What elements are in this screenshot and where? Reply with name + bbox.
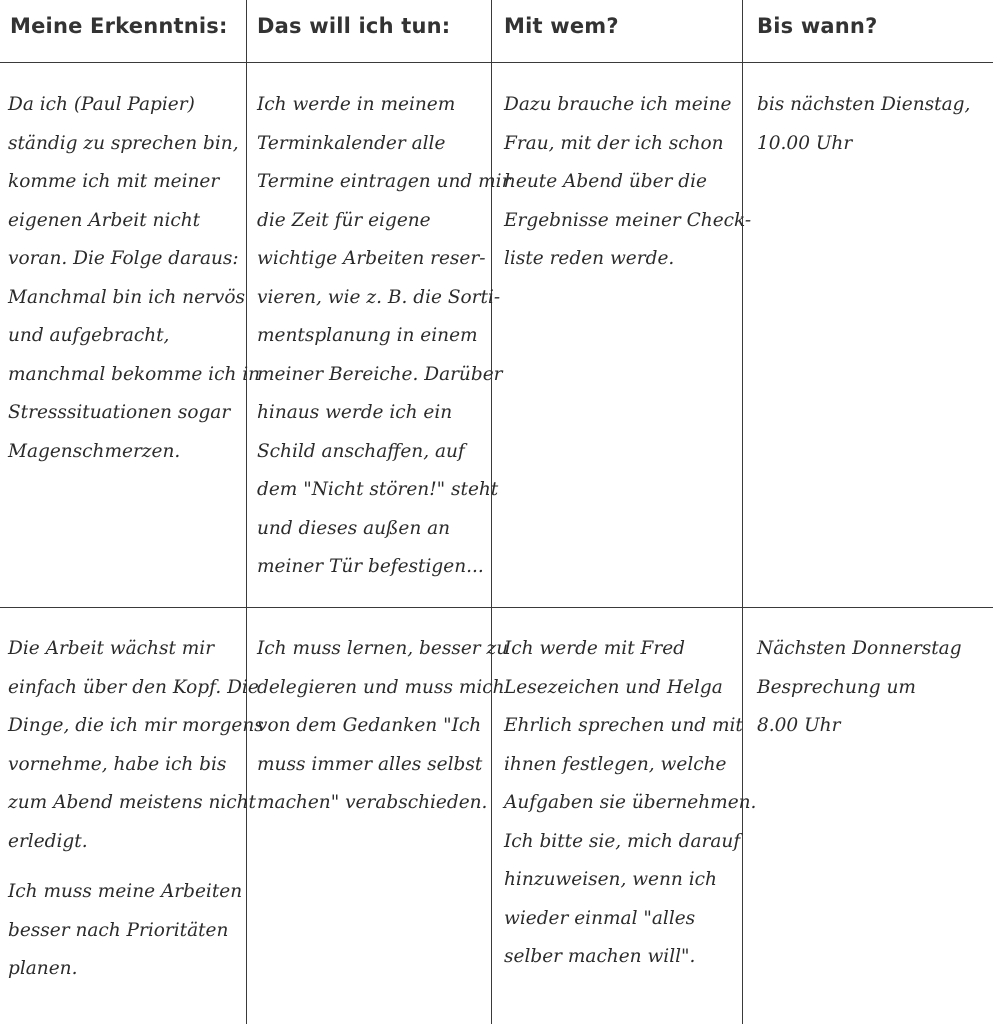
cell-line: besser nach Prioritäten — [8, 919, 229, 941]
cell-line: Ich bitte sie, mich darauf — [504, 830, 741, 852]
column-header-tun: Das will ich tun: — [257, 14, 451, 38]
cell-line: Stresssituationen sogar — [8, 402, 231, 423]
row1-tun-cell — [257, 86, 510, 587]
column-header-wem: Mit wem? — [504, 14, 619, 38]
cell-line: manchmal bekomme ich in — [8, 363, 261, 385]
cell-line: Ich werde in meinem — [257, 94, 456, 115]
column-header-erkenntnis: Meine Erkenntnis: — [10, 14, 228, 38]
cell-line: erledigt. — [8, 830, 88, 852]
cell-line: 10.00 Uhr — [757, 132, 853, 154]
cell-line: Terminkalender alle — [257, 132, 446, 154]
cell-line: hinzuweisen, wenn ich — [504, 869, 717, 890]
cell-line: Frau, mit der ich schon — [504, 132, 724, 154]
cell-line: Termine eintragen und mir — [257, 171, 511, 192]
cell-line: selber machen will". — [504, 946, 696, 967]
cell-line: heute Abend über die — [504, 171, 707, 192]
cell-line: wichtige Arbeiten reser- — [257, 248, 486, 269]
cell-line: voran. Die Folge daraus: — [8, 248, 239, 269]
cell-line: liste reden werde. — [504, 248, 675, 269]
cell-line: Ich muss lernen, besser zu — [257, 638, 509, 659]
cell-line: dem "Nicht stören!" steht — [257, 479, 499, 500]
cell-line: Magenschmerzen. — [8, 440, 181, 462]
row2-erkenntnis-cell — [8, 630, 264, 989]
row1-wem-cell — [504, 86, 751, 279]
column-header-wann: Bis wann? — [757, 14, 878, 38]
cell-line: planen. — [8, 958, 78, 979]
row-divider — [0, 607, 993, 608]
paragraph-gap — [8, 861, 264, 873]
cell-line: Da ich (Paul Papier) — [8, 94, 195, 115]
cell-line: muss immer alles selbst — [257, 753, 483, 775]
cell-line: eigenen Arbeit nicht — [8, 209, 201, 231]
row2-tun-cell — [257, 630, 508, 823]
cell-line: vornehme, habe ich bis — [8, 753, 227, 775]
header-divider — [0, 62, 993, 63]
cell-line: Lesezeichen und Helga — [504, 676, 723, 698]
cell-line: Die Arbeit wächst mir — [8, 638, 215, 659]
cell-line: Aufgaben sie übernehmen. — [504, 792, 757, 813]
cell-line: vieren, wie z. B. die Sorti- — [257, 286, 501, 308]
cell-line: Nächsten Donnerstag — [757, 638, 962, 659]
cell-line: meiner Tür befestigen... — [257, 556, 484, 577]
cell-line: Besprechung um — [757, 676, 916, 698]
cell-line: Dinge, die ich mir morgens — [8, 715, 264, 736]
cell-line: Ergebnisse meiner Check- — [504, 209, 752, 231]
row1-wann-cell — [757, 86, 970, 163]
cell-line: hinaus werde ich ein — [257, 402, 453, 423]
cell-line: delegieren und muss mich — [257, 676, 505, 698]
cell-line: Dazu brauche ich meine — [504, 94, 732, 115]
row2-wem-cell — [504, 630, 756, 977]
cell-line: meiner Bereiche. Darüber — [257, 363, 503, 385]
cell-line: zum Abend meistens nicht — [8, 792, 256, 813]
cell-line: ihnen festlegen, welche — [504, 753, 727, 775]
cell-line: und dieses außen an — [257, 517, 451, 539]
cell-line: einfach über den Kopf. Die — [8, 676, 259, 698]
cell-line: die Zeit für eigene — [257, 209, 431, 231]
cell-line: von dem Gedanken "Ich — [257, 715, 482, 736]
cell-line: Schild anschaffen, auf — [257, 440, 465, 462]
cell-line: Ehrlich sprechen und mit — [504, 715, 743, 736]
cell-line: Manchmal bin ich nervös — [8, 286, 245, 308]
row2-wann-cell — [757, 630, 962, 746]
cell-line: ständig zu sprechen bin, — [8, 132, 239, 154]
cell-line: 8.00 Uhr — [757, 715, 841, 736]
cell-line: Ich werde mit Fred — [504, 638, 686, 659]
cell-line: und aufgebracht, — [8, 325, 170, 346]
cell-line: wieder einmal "alles — [504, 907, 696, 929]
cell-line: Ich muss meine Arbeiten — [8, 881, 243, 902]
cell-line: mentsplanung in einem — [257, 325, 478, 346]
cell-line: bis nächsten Dienstag, — [757, 94, 971, 115]
row1-erkenntnis-cell — [8, 86, 260, 471]
cell-line: komme ich mit meiner — [8, 171, 220, 192]
cell-line: machen" verabschieden. — [257, 792, 488, 813]
